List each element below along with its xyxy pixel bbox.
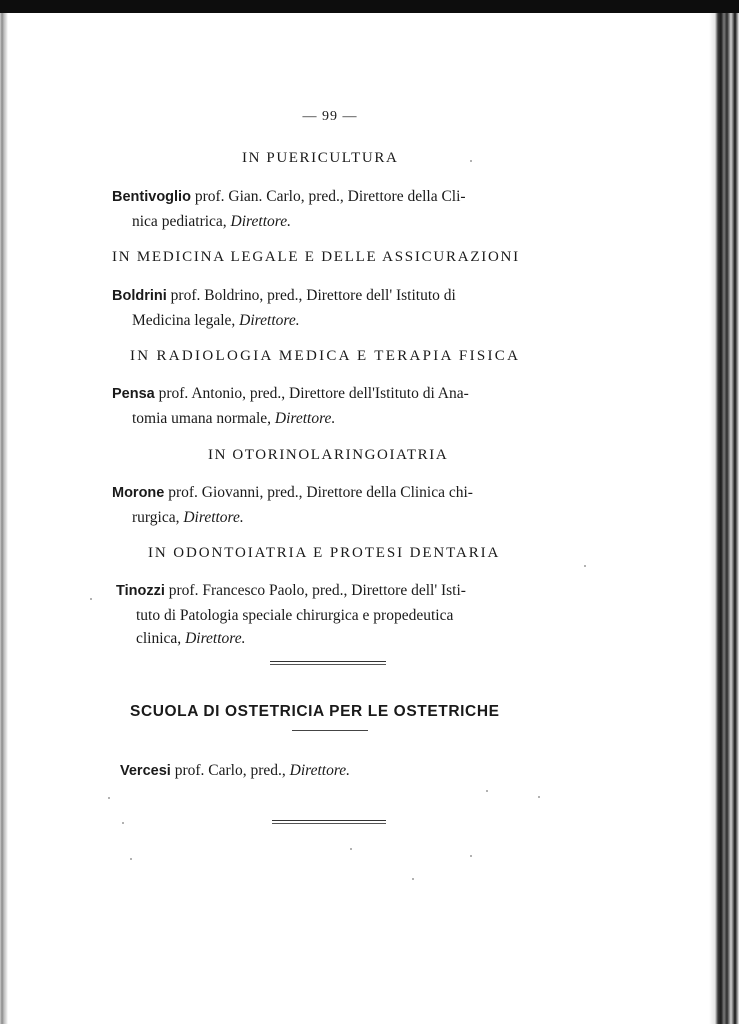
entry-text: nica pediatrica, [132, 212, 231, 230]
entry-tinozzi [116, 579, 540, 651]
entry-text: prof. Francesco Paolo, pred., Direttore dell' Isti- [164, 582, 466, 599]
entry-role: Direttore. [239, 311, 300, 329]
section-title-radiologia: IN RADIOLOGIA MEDICA E TERAPIA FISICA [130, 348, 521, 364]
section-title-odontoiatria: IN ODONTOIATRIA E PROTESI DENTARIA [148, 545, 501, 561]
entry-bentivoglio [112, 185, 542, 233]
scan-speck [470, 160, 472, 162]
entry-name: Vercesi [120, 763, 171, 779]
entry-morone [112, 481, 542, 529]
entry-text: tuto di Patologia speciale chirurgica e propedeutica [136, 606, 454, 624]
scan-right-binding [709, 13, 739, 1024]
entry-name: Bentivoglio [112, 189, 191, 205]
section-title-puericultura: IN PUERICULTURA [242, 150, 399, 166]
school-heading: SCUOLA DI OSTETRICIA PER LE OSTETRICHE [130, 703, 500, 720]
entry-text: tomia umana normale, [132, 409, 275, 427]
entry-role: Direttore. [183, 508, 244, 526]
entry-text: prof. Gian. Carlo, pred., Direttore della Cli- [190, 188, 466, 205]
scan-speck [122, 822, 124, 824]
end-divider [272, 820, 386, 824]
section-title-medicina-legale: IN MEDICINA LEGALE E DELLE ASSICURAZIONI [112, 249, 520, 265]
entry-role: Direttore. [230, 212, 291, 230]
scan-top-border [0, 0, 739, 13]
entry-text: prof. Antonio, pred., Direttore dell'Istituto di Ana- [154, 385, 469, 402]
entry-text: prof. Giovanni, pred., Direttore della Clinica chi- [164, 484, 473, 501]
scan-speck [412, 878, 414, 880]
entry-name: Tinozzi [116, 583, 165, 599]
scan-speck [90, 598, 92, 600]
section-divider [270, 661, 386, 665]
scan-speck [470, 855, 472, 857]
page-number: — 99 — [302, 109, 358, 124]
scan-speck [584, 565, 586, 567]
entry-boldrini [112, 284, 542, 332]
entry-name: Pensa [112, 386, 155, 402]
entry-name: Boldrini [112, 288, 167, 304]
entry-text: rurgica, [132, 508, 184, 526]
entry-text: prof. Carlo, pred., [170, 762, 290, 779]
scan-speck [350, 848, 352, 850]
entry-text: clinica, [136, 630, 186, 647]
scan-speck [130, 858, 132, 860]
entry-role: Direttore. [185, 630, 246, 647]
heading-underline [292, 730, 368, 731]
entry-role: Direttore. [274, 409, 336, 427]
entry-text: prof. Boldrino, pred., Direttore dell' Istituto di [166, 287, 456, 304]
scan-speck [538, 796, 540, 798]
entry-name: Morone [112, 485, 165, 501]
entry-text: Medicina legale, [132, 311, 240, 329]
section-title-otorinolaringoiatria: IN OTORINOLARINGOIATRIA [208, 447, 449, 463]
entry-vercesi [120, 759, 550, 784]
entry-role: Direttore. [289, 762, 351, 779]
scan-speck [486, 790, 488, 792]
scan-left-edge [0, 13, 8, 1024]
entry-pensa [112, 382, 542, 430]
scan-speck [108, 797, 110, 799]
